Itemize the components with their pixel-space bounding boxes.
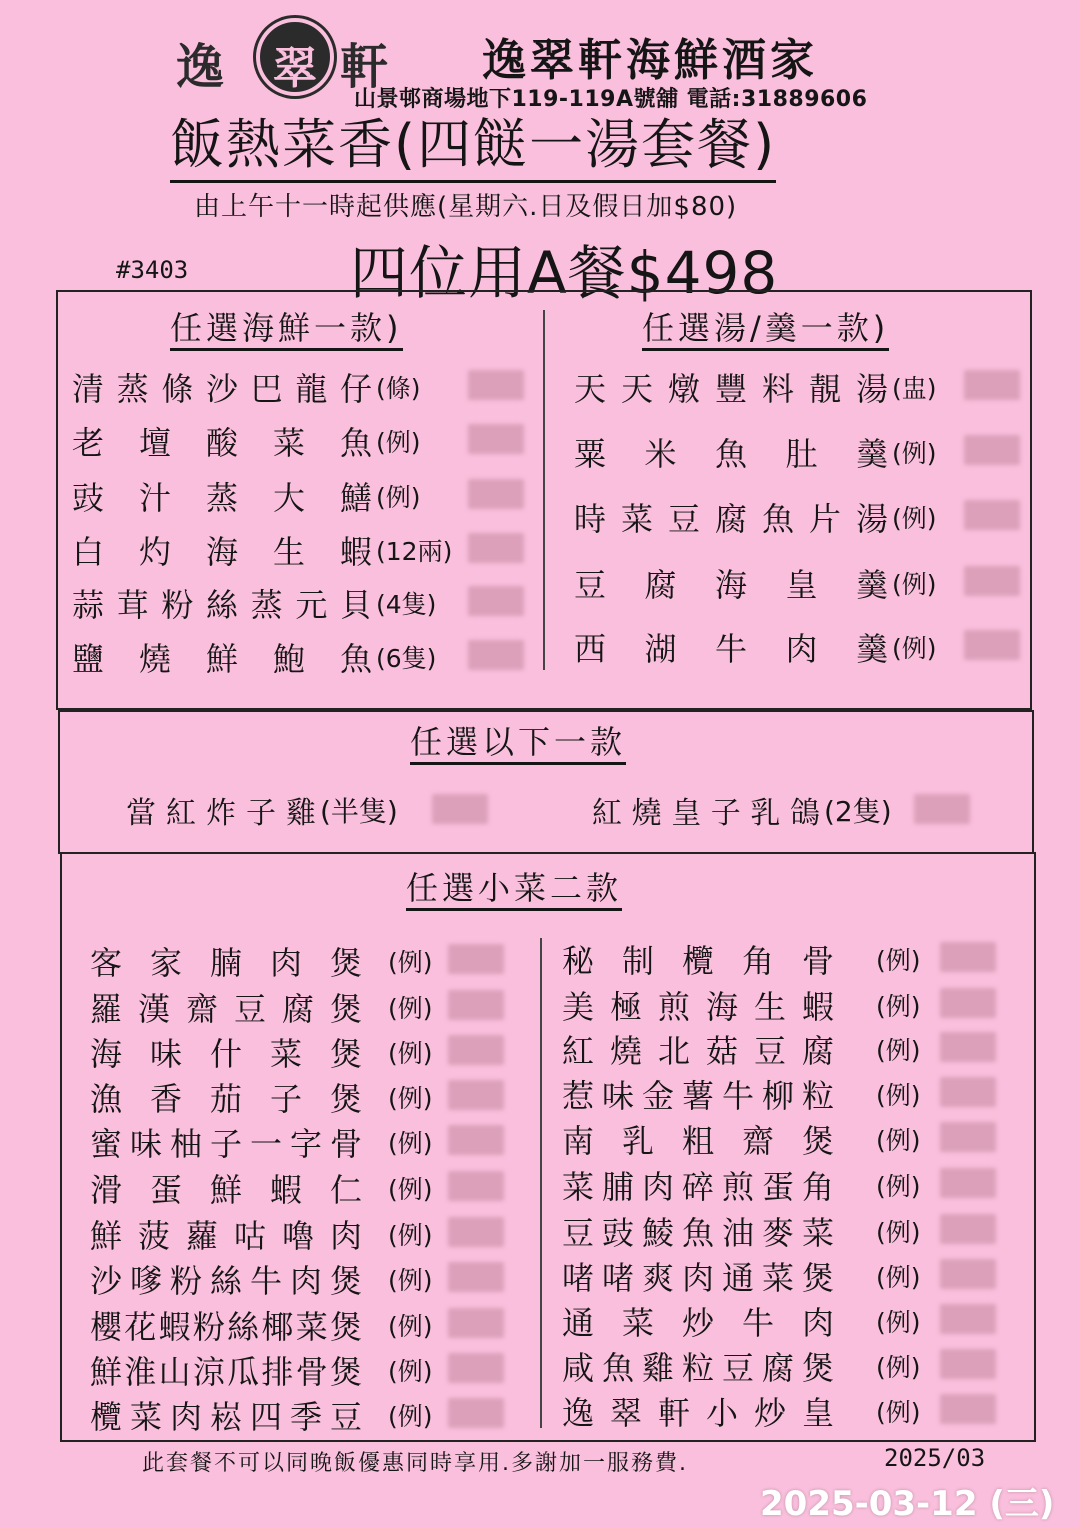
redacted-price: [940, 1259, 996, 1289]
redacted-price: [964, 630, 1020, 660]
redacted-price: [432, 794, 488, 824]
dish-name: 紅燒北菇豆腐: [562, 1032, 834, 1070]
photo-timestamp: 2025-03-12 (三): [760, 1484, 1055, 1524]
dish-name: 當紅炸子雞: [126, 796, 316, 831]
dish-unit: (例): [876, 1353, 921, 1382]
dish-name: 天天燉豐料靚湯: [574, 370, 888, 408]
list-item: [72, 473, 421, 519]
list-item: [562, 1116, 921, 1162]
seafood-section-title: 任選海鮮一款): [170, 308, 403, 351]
dish-unit: (半隻): [320, 795, 398, 828]
list-item: [562, 982, 921, 1028]
dish-unit: (例): [388, 1266, 433, 1295]
list-item: [72, 364, 421, 410]
dish-unit: (例): [892, 570, 937, 599]
redacted-price: [940, 1077, 996, 1107]
dish-name: 惹味金薯牛柳粒: [562, 1077, 834, 1115]
redacted-price: [940, 1304, 996, 1334]
redacted-price: [940, 1349, 996, 1379]
list-item: [562, 1162, 921, 1208]
redacted-price: [448, 944, 504, 974]
dish-unit: (2隻): [824, 795, 892, 828]
list-item: [90, 1211, 433, 1257]
redacted-price: [448, 1080, 504, 1110]
dish-unit: (例): [876, 1398, 921, 1427]
restaurant-address: 山景邨商場地下119-119A號舖 電話:31889606: [354, 87, 868, 112]
list-item: [562, 1298, 921, 1344]
redacted-price: [940, 1032, 996, 1062]
dishes-section-title: 任選小菜二款: [406, 868, 622, 911]
dish-unit: (例): [876, 992, 921, 1021]
dish-name: 時菜豆腐魚片湯: [574, 500, 888, 538]
list-item: [574, 364, 937, 410]
list-item: [562, 1388, 921, 1434]
dish-unit: (例): [876, 1126, 921, 1155]
logo-char: 軒: [340, 39, 389, 95]
dish-name: 美極煎海生蝦: [562, 988, 834, 1026]
dish-name: 羅漢齋豆腐煲: [90, 990, 362, 1028]
dish-name: 鹽燒鮮鮑魚: [72, 640, 372, 678]
redacted-price: [448, 1398, 504, 1428]
dish-unit: (例): [876, 1218, 921, 1247]
redacted-price: [448, 1262, 504, 1292]
dish-unit: (例): [388, 1129, 433, 1158]
list-item: [562, 1208, 921, 1254]
service-time: 由上午十一時起供應(星期六.日及假日加$80): [194, 192, 738, 222]
dish-name: 通菜炒牛肉: [562, 1304, 834, 1342]
redacted-price: [468, 479, 524, 509]
list-item: [90, 1256, 433, 1302]
list-item: [90, 1119, 433, 1165]
dish-unit: (例): [892, 439, 937, 468]
redacted-price: [448, 1171, 504, 1201]
dish-unit: (例): [876, 1308, 921, 1337]
list-item: [72, 418, 421, 464]
dish-unit: (12兩): [376, 537, 453, 566]
dish-unit: (例): [876, 1172, 921, 1201]
dish-unit: (例): [388, 994, 433, 1023]
menu-code: #3403: [116, 256, 189, 284]
footer-date: 2025/03: [884, 1444, 986, 1472]
dish-unit: (6隻): [376, 644, 437, 673]
dish-unit: (例): [892, 504, 937, 533]
dish-name: 欖菜肉崧四季豆: [90, 1398, 362, 1436]
list-item: [90, 1029, 433, 1075]
redacted-price: [964, 500, 1020, 530]
redacted-price: [448, 990, 504, 1020]
dish-unit: (例): [876, 1263, 921, 1292]
dish-name: 櫻花蝦粉絲椰菜煲: [90, 1308, 362, 1346]
list-item: [90, 984, 433, 1030]
redacted-price: [940, 942, 996, 972]
redacted-price: [448, 1308, 504, 1338]
redacted-price: [448, 1125, 504, 1155]
list-item: [72, 580, 436, 626]
dish-name: 豉汁蒸大鱔: [72, 479, 372, 517]
dish-unit: (盅): [892, 374, 937, 403]
dish-name: 菜脯肉碎煎蛋角: [562, 1168, 834, 1206]
list-item: [592, 788, 892, 832]
dish-name: 蜜味柚子一字骨: [90, 1125, 362, 1163]
dish-name: 滑蛋鮮蝦仁: [90, 1171, 362, 1209]
dish-name: 南乳粗齋煲: [562, 1122, 834, 1160]
redacted-price: [964, 370, 1020, 400]
dish-name: 啫啫爽肉通菜煲: [562, 1259, 834, 1297]
redacted-price: [448, 1035, 504, 1065]
redacted-price: [468, 370, 524, 400]
redacted-price: [468, 640, 524, 670]
dish-name: 漁香茄子煲: [90, 1080, 362, 1118]
logo-seal: [256, 18, 334, 96]
list-item: [562, 1253, 921, 1299]
list-item: [574, 624, 937, 670]
dish-unit: (例): [876, 946, 921, 975]
redacted-price: [940, 1214, 996, 1244]
soup-section-title: 任選湯/羹一款): [642, 308, 889, 351]
logo-char: 逸: [176, 39, 225, 95]
redacted-price: [468, 533, 524, 563]
meal-title: 四位用A餐$498: [350, 239, 779, 307]
redacted-price: [448, 1217, 504, 1247]
list-item: [90, 1347, 433, 1393]
dish-name: 豆豉鯪魚油麥菜: [562, 1214, 834, 1252]
dish-unit: (例): [876, 1036, 921, 1065]
list-item: [562, 1071, 921, 1117]
dish-unit: (例): [376, 483, 421, 512]
dish-unit: (例): [388, 1357, 433, 1386]
dish-unit: (例): [376, 428, 421, 457]
logo-char: 翠: [273, 43, 317, 94]
redacted-price: [940, 1394, 996, 1424]
redacted-price: [468, 424, 524, 454]
list-item: [574, 494, 937, 540]
list-item: [126, 788, 398, 832]
column-divider: [543, 310, 545, 670]
list-item: [562, 936, 921, 982]
list-item: [90, 938, 433, 984]
dish-unit: (例): [876, 1081, 921, 1110]
dish-unit: (例): [388, 1175, 433, 1204]
column-divider: [540, 938, 542, 1428]
dish-unit: (條): [376, 374, 421, 403]
dish-name: 紅燒皇子乳鴿: [592, 796, 820, 831]
list-item: [90, 1392, 433, 1438]
dish-unit: (例): [388, 948, 433, 977]
list-item: [72, 527, 452, 573]
footer-note: 此套餐不可以同晚飯優惠同時享用.多謝加一服務費.: [142, 1451, 688, 1476]
dish-unit: (例): [388, 1221, 433, 1250]
dish-name: 咸魚雞粒豆腐煲: [562, 1349, 834, 1387]
dish-name: 鮮菠蘿咕嚕肉: [90, 1217, 362, 1255]
redacted-price: [468, 586, 524, 616]
dish-name: 客家腩肉煲: [90, 944, 362, 982]
dish-unit: (例): [388, 1402, 433, 1431]
dish-name: 海味什菜煲: [90, 1035, 362, 1073]
dish-unit: (例): [892, 634, 937, 663]
redacted-price: [964, 435, 1020, 465]
redacted-price: [940, 1122, 996, 1152]
list-item: [574, 560, 937, 606]
dish-name: 清蒸條沙巴龍仔: [72, 370, 372, 408]
list-item: [90, 1302, 433, 1348]
dish-name: 西湖牛肉羹: [574, 630, 888, 668]
list-item: [562, 1343, 921, 1389]
list-item: [90, 1165, 433, 1211]
list-item: [72, 634, 436, 680]
list-item: [574, 429, 937, 475]
dish-name: 沙嗲粉絲牛肉煲: [90, 1262, 362, 1300]
redacted-price: [914, 794, 970, 824]
dish-name: 秘制欖角骨: [562, 942, 834, 980]
dish-unit: (例): [388, 1039, 433, 1068]
redacted-price: [964, 566, 1020, 596]
dish-name: 老壇酸菜魚: [72, 424, 372, 462]
redacted-price: [940, 988, 996, 1018]
redacted-price: [448, 1353, 504, 1383]
dish-unit: (4隻): [376, 590, 437, 619]
list-item: [562, 1026, 921, 1072]
redacted-price: [940, 1168, 996, 1198]
set-title: 飯熱菜香(四餸一湯套餐): [170, 112, 776, 183]
dish-name: 逸翠軒小炒皇: [562, 1394, 834, 1432]
dish-name: 豆腐海皇羹: [574, 566, 888, 604]
list-item: [90, 1074, 433, 1120]
restaurant-name: 逸翠軒海鮮酒家: [482, 35, 818, 86]
dish-unit: (例): [388, 1312, 433, 1341]
dish-name: 粟米魚肚羹: [574, 435, 888, 473]
dish-name: 蒜茸粉絲蒸元貝: [72, 586, 372, 624]
dish-name: 白灼海生蝦: [72, 533, 372, 571]
dish-unit: (例): [388, 1084, 433, 1113]
choice-section-title: 任選以下一款: [410, 722, 626, 765]
dish-name: 鮮淮山涼瓜排骨煲: [90, 1353, 362, 1391]
